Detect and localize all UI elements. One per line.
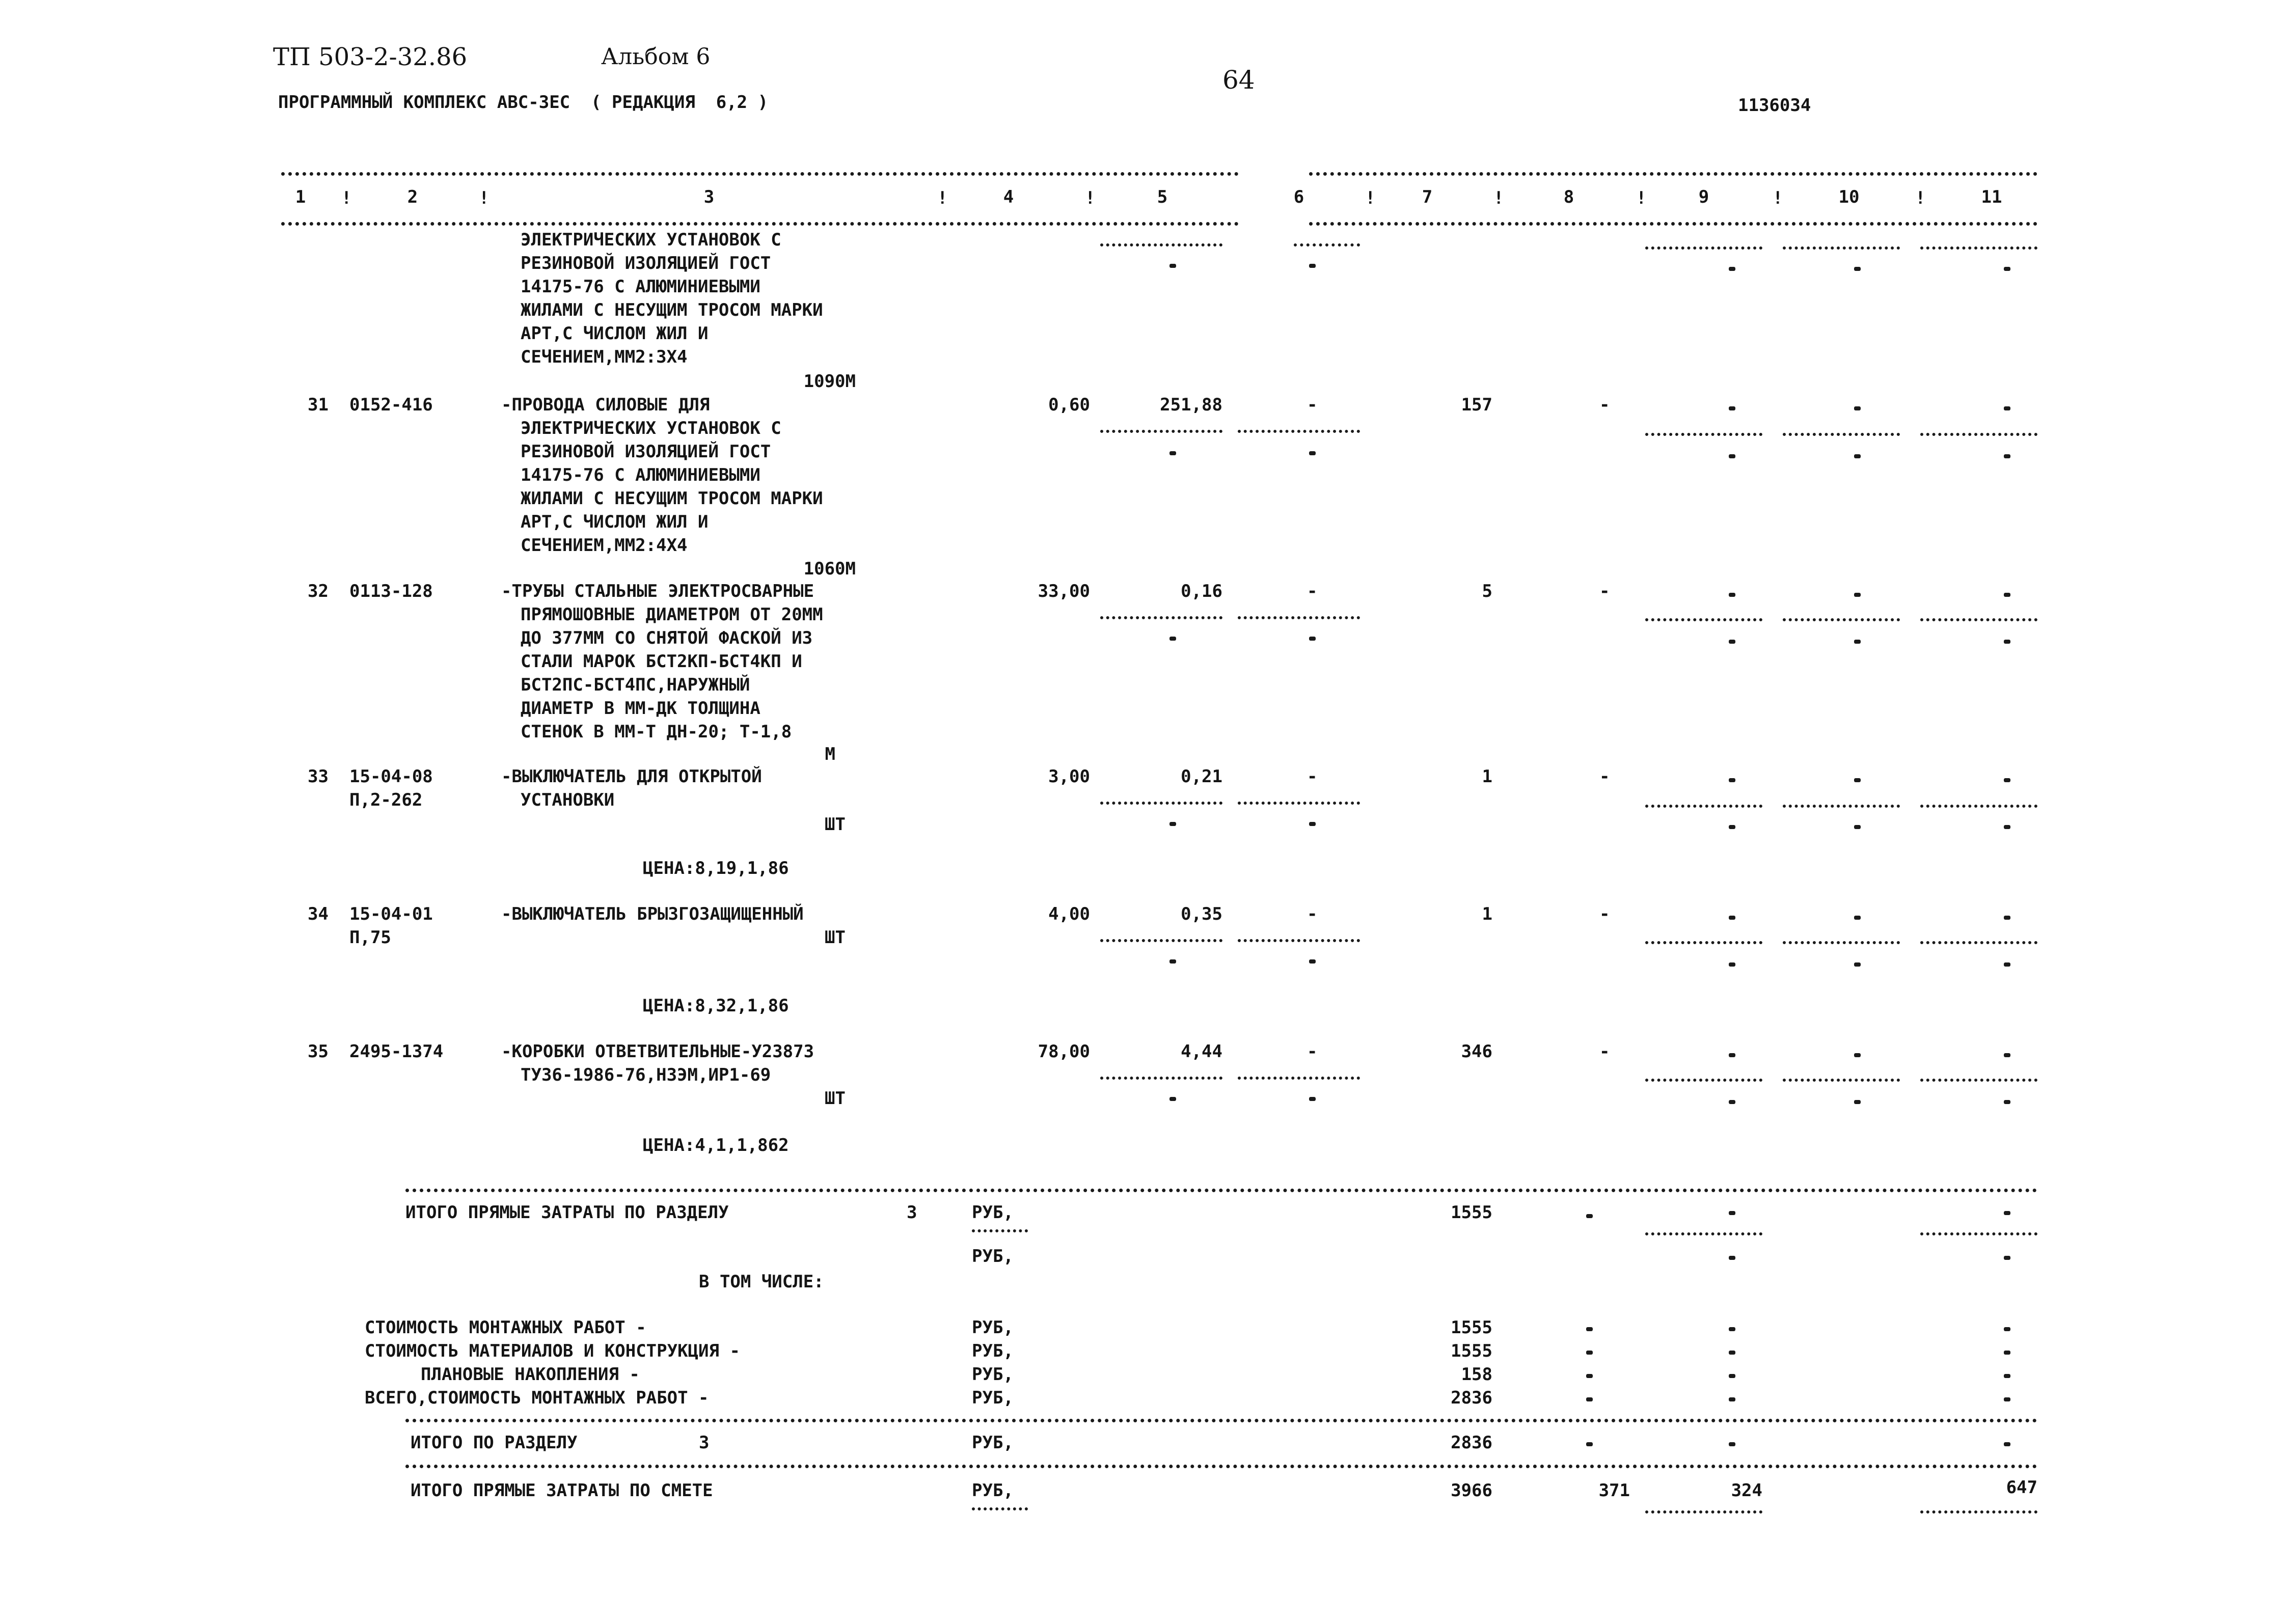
row-mark <box>2004 825 2010 829</box>
row-text-line: 14175-76 С АЛЮМИНИЕВЫМИ <box>521 465 760 485</box>
including-label: В ТОМ ЧИСЛЕ: <box>699 1272 824 1292</box>
row-dash <box>1920 941 2037 944</box>
row-mark <box>1854 825 1861 829</box>
summary-dash <box>972 1507 1028 1510</box>
summary-mark <box>1729 1442 1735 1446</box>
row-col4: 0,60 <box>1048 395 1090 415</box>
row-dash <box>1238 616 1360 619</box>
col-sep: ! <box>479 188 489 208</box>
row-text-line: СЕЧЕНИЕМ,ММ2:4Х4 <box>521 535 688 556</box>
row-col6: - <box>1307 904 1318 924</box>
row-code: 15-04-08 <box>349 766 433 787</box>
estimate-col11-value: 647 <box>2006 1477 2037 1498</box>
cont-mark <box>1854 267 1861 271</box>
row-mark <box>1854 454 1861 458</box>
row-col5: 0,35 <box>1181 904 1222 924</box>
row-col7: 157 <box>1461 395 1492 415</box>
row-text-line: -ТРУБЫ СТАЛЬНЫЕ ЭЛЕКТРОСВАРНЫЕ <box>501 581 814 601</box>
row-dash <box>1238 802 1360 805</box>
summary-section-no: 3 <box>907 1202 917 1223</box>
row-unit: М <box>825 744 835 764</box>
row-dash <box>1238 939 1360 942</box>
row-text-line: РЕЗИНОВОЙ ИЗОЛЯЦИЕЙ ГОСТ <box>521 442 771 462</box>
section-total-label: ИТОГО ПО РАЗДЕЛУ <box>411 1433 578 1453</box>
row-col4: 3,00 <box>1048 766 1090 787</box>
estimate-col8-value: 371 <box>1598 1480 1630 1501</box>
row-dash <box>1238 430 1360 433</box>
estimate-total-value: 3966 <box>1451 1480 1492 1501</box>
row-mark <box>1169 451 1176 455</box>
row-code: 0152-416 <box>349 395 433 415</box>
row-unit: ШТ <box>825 927 846 948</box>
row-code-2: П,75 <box>349 927 391 948</box>
row-text-line: ЭЛЕКТРИЧЕСКИХ УСТАНОВОК С <box>521 418 781 438</box>
row-text-line: ЖИЛАМИ С НЕСУЩИМ ТРОСОМ МАРКИ <box>521 488 823 509</box>
summary-currency: РУБ, <box>972 1317 1014 1338</box>
row-col4: 78,00 <box>1038 1041 1090 1062</box>
summary-mark <box>1729 1351 1735 1355</box>
row-text-line: -КОРОБКИ ОТВЕТВИТЕЛЬНЫЕ-У23873 <box>501 1041 814 1062</box>
row-number: 33 <box>308 766 329 787</box>
row-text-line: ДИАМЕТР В ММ-ДК ТОЛЩИНА <box>521 698 760 719</box>
row-mark <box>1854 1100 1861 1104</box>
row-text-line: -ВЫКЛЮЧАТЕЛЬ БРЫЗГОЗАЩИЩЕННЫЙ <box>501 904 804 924</box>
row-text-line: -ВЫКЛЮЧАТЕЛЬ ДЛЯ ОТКРЫТОЙ <box>501 766 762 787</box>
summary-item-value: 1555 <box>1451 1341 1492 1361</box>
row-text-line: АРТ,С ЧИСЛОМ ЖИЛ И <box>521 512 709 532</box>
row-code-2: П,2-262 <box>349 790 423 810</box>
row-dash <box>1645 941 1762 944</box>
row-number: 34 <box>308 904 329 924</box>
col-header-2: 2 <box>407 187 418 207</box>
summary-currency: РУБ, <box>972 1388 1014 1408</box>
summary-item-value: 2836 <box>1451 1388 1492 1408</box>
row-mark <box>1729 640 1735 644</box>
row-dash <box>1920 618 2037 621</box>
program-line: ПРОГРАММНЫЙ КОМПЛЕКС АВС-ЗЕС ( РЕДАКЦИЯ 6,2 ) <box>278 92 769 113</box>
summary-currency: РУБ, <box>972 1433 1014 1453</box>
row-dash <box>1645 1079 1762 1082</box>
row-mark <box>2004 778 2010 782</box>
summary-item-label: ВСЕГО,СТОИМОСТЬ МОНТАЖНЫХ РАБОТ - <box>365 1388 709 1408</box>
row-col7: 346 <box>1461 1041 1492 1062</box>
col-header-8: 8 <box>1563 187 1574 207</box>
row-code: 15-04-01 <box>349 904 433 924</box>
row-mark <box>2004 962 2010 967</box>
cont-text-line: РЕЗИНОВОЙ ИЗОЛЯЦИЕЙ ГОСТ <box>521 253 771 273</box>
row-mark <box>1729 454 1735 458</box>
price-label: ЦЕНА:8,19,1,86 <box>643 858 789 878</box>
estimate-col9-value: 324 <box>1731 1480 1762 1501</box>
summary-label: ИТОГО ПРЯМЫЕ ЗАТРАТЫ ПО РАЗДЕЛУ <box>405 1202 729 1223</box>
summary-rule <box>405 1189 2037 1192</box>
row-dash <box>1645 805 1762 808</box>
row-mark <box>2004 1100 2010 1104</box>
col-sep: ! <box>341 188 352 208</box>
row-dash <box>1100 1077 1222 1080</box>
header-rule-bottom-right <box>1309 222 2037 226</box>
summary-mark <box>1586 1442 1593 1446</box>
row-dash <box>1920 805 2037 808</box>
row-mark <box>1309 959 1316 964</box>
row-code: 0113-128 <box>349 581 433 601</box>
row-col4: 33,00 <box>1038 581 1090 601</box>
col-header-1: 1 <box>295 187 306 207</box>
summary-mark <box>1729 1327 1735 1331</box>
row-col8: - <box>1599 395 1610 415</box>
col-header-10: 10 <box>1838 187 1860 207</box>
header-rule-top-left <box>281 172 1239 176</box>
row-mark <box>2004 640 2010 644</box>
col-sep: ! <box>937 188 948 208</box>
summary-dash <box>972 1229 1028 1232</box>
summary-mark <box>2004 1351 2010 1355</box>
summary-dash <box>1920 1232 2037 1235</box>
col-sep: ! <box>1636 188 1647 208</box>
row-mark <box>1169 637 1176 641</box>
row-mark <box>1729 593 1735 597</box>
row-dash <box>1783 433 1900 436</box>
row-col7: 1 <box>1482 766 1492 787</box>
price-label: ЦЕНА:4,1,1,862 <box>643 1135 789 1155</box>
summary-item-label: СТОИМОСТЬ МОНТАЖНЫХ РАБОТ - <box>365 1317 646 1338</box>
row-mark <box>1729 962 1735 967</box>
row-mark <box>1854 962 1861 967</box>
cont-text-line: АРТ,С ЧИСЛОМ ЖИЛ И <box>521 323 709 344</box>
cont-unit: 1090М <box>803 371 856 392</box>
row-mark <box>2004 1053 2010 1057</box>
row-col7: 5 <box>1482 581 1492 601</box>
cont-mark <box>2004 267 2010 271</box>
summary-currency: РУБ, <box>972 1364 1014 1385</box>
row-text-line: СТЕНОК В ММ-Т ДН-20; Т-1,8 <box>521 722 792 742</box>
summary-mark <box>1586 1327 1593 1331</box>
row-mark <box>1729 916 1735 920</box>
summary-dash <box>1645 1232 1762 1235</box>
row-dash <box>1645 433 1762 436</box>
row-dash <box>1783 941 1900 944</box>
row-col6: - <box>1307 581 1318 601</box>
summary-currency: РУБ, <box>972 1202 1014 1223</box>
row-dash <box>1238 1077 1360 1080</box>
row-unit: ШТ <box>825 1088 846 1109</box>
cont-text-line: СЕЧЕНИЕМ,ММ2:3Х4 <box>521 347 688 367</box>
row-col8: - <box>1599 581 1610 601</box>
row-mark <box>1169 1097 1176 1101</box>
row-mark <box>1729 406 1735 410</box>
section-total-no: 3 <box>699 1433 710 1453</box>
row-mark <box>2004 593 2010 597</box>
cont-text-line: ЭЛЕКТРИЧЕСКИХ УСТАНОВОК С <box>521 230 781 250</box>
album-label: Альбом 6 <box>601 44 711 70</box>
summary-mark <box>2004 1256 2010 1260</box>
doc-number: 1136034 <box>1738 95 1811 116</box>
row-mark <box>1309 822 1316 826</box>
summary-currency: РУБ, <box>972 1246 1014 1267</box>
row-mark <box>1729 778 1735 782</box>
summary-mark <box>1729 1211 1735 1215</box>
row-mark <box>1854 778 1861 782</box>
col-header-6: 6 <box>1293 187 1304 207</box>
summary-currency: РУБ, <box>972 1480 1014 1501</box>
row-mark <box>1309 451 1316 455</box>
summary-value: 1555 <box>1451 1202 1492 1223</box>
row-dash <box>1100 430 1222 433</box>
row-dash <box>1100 616 1222 619</box>
cont-dash <box>1294 243 1360 246</box>
row-text-line: ДО 377ММ СО СНЯТОЙ ФАСКОЙ ИЗ <box>521 628 813 648</box>
row-number: 31 <box>308 395 329 415</box>
row-code: 2495-1374 <box>349 1041 444 1062</box>
cont-text-line: ЖИЛАМИ С НЕСУЩИМ ТРОСОМ МАРКИ <box>521 300 823 320</box>
summary-mark <box>1729 1397 1735 1401</box>
row-mark <box>1169 822 1176 826</box>
summary-mark <box>2004 1374 2010 1378</box>
cont-dash <box>1100 243 1222 246</box>
row-dash <box>1783 805 1900 808</box>
cont-dash <box>1920 246 2037 250</box>
summary-item-value: 1555 <box>1451 1317 1492 1338</box>
row-mark <box>1854 593 1861 597</box>
cont-mark <box>1169 264 1176 268</box>
summary-dash <box>1645 1510 1762 1513</box>
summary-mark <box>2004 1327 2010 1331</box>
col-header-7: 7 <box>1422 187 1433 207</box>
page-number: 64 <box>1222 65 1255 95</box>
row-mark <box>1854 406 1861 410</box>
row-dash <box>1645 618 1762 621</box>
section-total-value: 2836 <box>1451 1433 1492 1453</box>
summary-item-label: ПЛАНОВЫЕ НАКОПЛЕНИЯ - <box>421 1364 640 1385</box>
col-header-9: 9 <box>1698 187 1709 207</box>
summary-mark <box>2004 1442 2010 1446</box>
col-header-4: 4 <box>1003 187 1014 207</box>
row-mark <box>1854 916 1861 920</box>
summary-currency: РУБ, <box>972 1341 1014 1361</box>
row-unit: ШТ <box>825 814 846 835</box>
row-dash <box>1783 618 1900 621</box>
cont-mark <box>1729 267 1735 271</box>
summary-mark <box>2004 1397 2010 1401</box>
summary-dash <box>1920 1510 2037 1513</box>
row-text-line: СТАЛИ МАРОК БСТ2КП-БСТ4КП И <box>521 651 802 672</box>
row-mark <box>1854 1053 1861 1057</box>
row-col8: - <box>1599 1041 1610 1062</box>
row-col6: - <box>1307 395 1318 415</box>
col-header-5: 5 <box>1157 187 1168 207</box>
summary-mark <box>1586 1351 1593 1355</box>
row-col4: 4,00 <box>1048 904 1090 924</box>
row-col8: - <box>1599 766 1610 787</box>
row-mark <box>1854 640 1861 644</box>
row-dash <box>1100 939 1222 942</box>
doc-code: ТП 503-2-32.86 <box>273 43 468 71</box>
cont-mark <box>1309 264 1316 268</box>
price-label: ЦЕНА:8,32,1,86 <box>643 996 789 1016</box>
cont-dash <box>1783 246 1900 250</box>
row-unit: 1060М <box>803 559 856 579</box>
row-text-line: УСТАНОВКИ <box>521 790 615 810</box>
summary-mark <box>2004 1211 2010 1215</box>
row-mark <box>1169 959 1176 964</box>
row-col5: 0,16 <box>1181 581 1222 601</box>
row-col6: - <box>1307 1041 1318 1062</box>
col-sep: ! <box>1773 188 1783 208</box>
row-col6: - <box>1307 766 1318 787</box>
row-dash <box>1920 433 2037 436</box>
summary-item-label: СТОИМОСТЬ МАТЕРИАЛОВ И КОНСТРУКЦИЯ - <box>365 1341 740 1361</box>
row-text-line: ТУ36-1986-76,НЗЭМ,ИР1-69 <box>521 1065 771 1085</box>
col-sep: ! <box>1493 188 1504 208</box>
row-mark <box>2004 916 2010 920</box>
row-col5: 251,88 <box>1160 395 1222 415</box>
header-rule-top-right <box>1309 172 2037 176</box>
summary-rule <box>405 1419 2037 1422</box>
row-dash <box>1783 1079 1900 1082</box>
row-number: 35 <box>308 1041 329 1062</box>
row-text-line: ПРЯМОШОВНЫЕ ДИАМЕТРОМ ОТ 20ММ <box>521 604 823 625</box>
cont-text-line: 14175-76 С АЛЮМИНИЕВЫМИ <box>521 277 760 297</box>
row-col8: - <box>1599 904 1610 924</box>
row-mark <box>2004 454 2010 458</box>
row-text-line: -ПРОВОДА СИЛОВЫЕ ДЛЯ <box>501 395 710 415</box>
row-mark <box>1729 1100 1735 1104</box>
row-col5: 0,21 <box>1181 766 1222 787</box>
row-col7: 1 <box>1482 904 1492 924</box>
summary-mark <box>1729 1256 1735 1260</box>
row-col5: 4,44 <box>1181 1041 1222 1062</box>
row-mark <box>2004 406 2010 410</box>
summary-mark <box>1729 1374 1735 1378</box>
summary-mark <box>1586 1214 1593 1218</box>
summary-mark <box>1586 1374 1593 1378</box>
col-header-11: 11 <box>1981 187 2002 207</box>
row-dash <box>1920 1079 2037 1082</box>
row-dash <box>1100 802 1222 805</box>
row-mark <box>1309 637 1316 641</box>
row-mark <box>1729 825 1735 829</box>
row-mark <box>1309 1097 1316 1101</box>
summary-rule <box>405 1465 2037 1468</box>
row-text-line: БСТ2ПС-БСТ4ПС,НАРУЖНЫЙ <box>521 675 750 695</box>
header-rule-bottom-left <box>281 222 1239 226</box>
summary-mark <box>1586 1397 1593 1401</box>
col-sep: ! <box>1365 188 1376 208</box>
row-mark <box>1729 1053 1735 1057</box>
col-header-3: 3 <box>703 187 715 207</box>
estimate-total-label: ИТОГО ПРЯМЫЕ ЗАТРАТЫ ПО СМЕТЕ <box>411 1480 713 1501</box>
summary-item-value: 158 <box>1461 1364 1492 1385</box>
row-number: 32 <box>308 581 329 601</box>
cont-dash <box>1645 246 1762 250</box>
col-sep: ! <box>1915 188 1926 208</box>
col-sep: ! <box>1085 188 1096 208</box>
